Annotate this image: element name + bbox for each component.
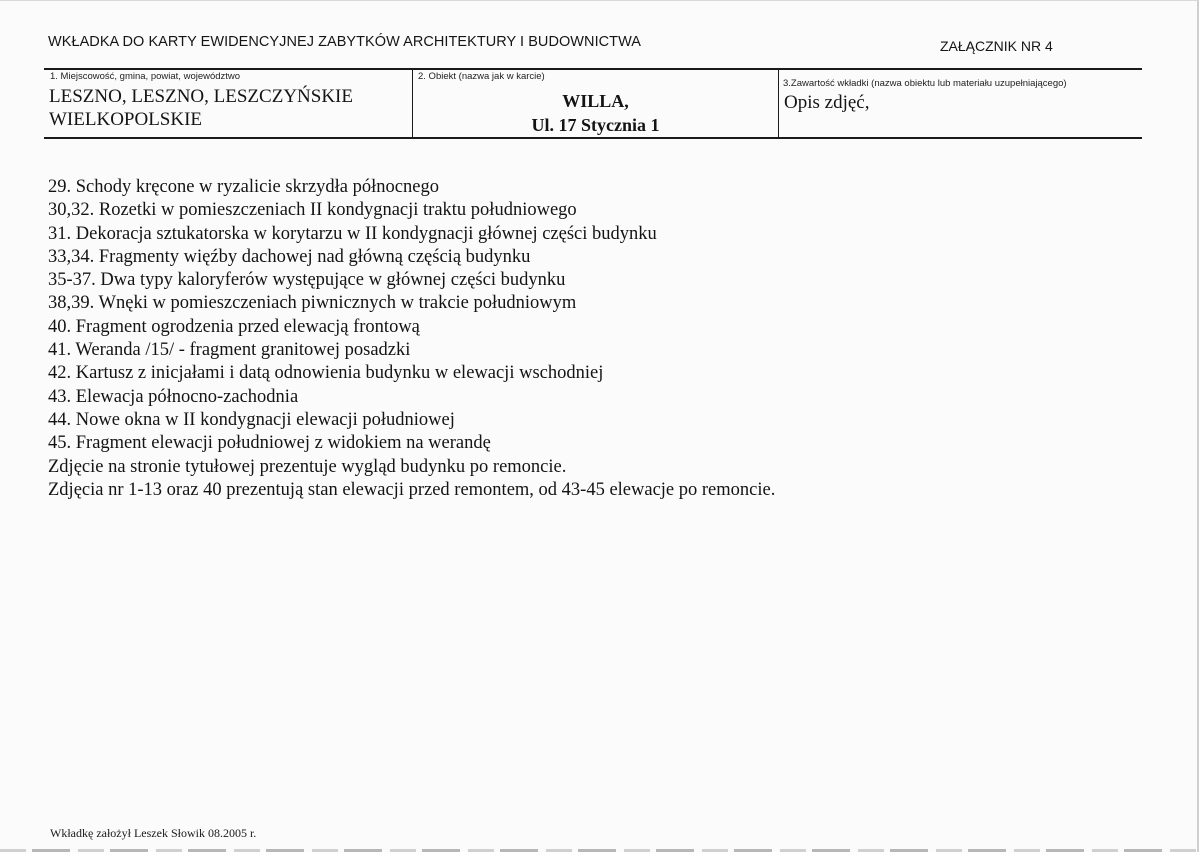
photo-description-list	[48, 176, 775, 502]
annex-number: ZAŁĄCZNIK NR 4	[940, 38, 1053, 54]
location-value-line1: LESZNO, LESZNO, LESZCZYŃSKIE	[49, 86, 353, 107]
description-line: 44. Nowe okna w II kondygnacji elewacji południowej	[48, 409, 455, 430]
object-cell	[412, 70, 778, 137]
location-cell	[44, 70, 412, 137]
contents-label: 3.Zawartość wkładki (nazwa obiektu lub materiału uzupełniającego)	[783, 78, 1067, 89]
object-value-line1: WILLA,	[562, 91, 629, 111]
description-line: 31. Dekoracja sztukatorska w korytarzu w II kondygnacji głównej części budynku	[48, 223, 657, 244]
record-header-table	[44, 68, 1142, 139]
author-note: Wkładkę założył Leszek Słowik 08.2005 r.	[50, 826, 257, 840]
description-line: 41. Weranda /15/ - fragment granitowej posadzki	[48, 340, 411, 361]
description-line: 42. Kartusz z inicjałami i datą odnowienia budynku w elewacji wschodniej	[48, 363, 604, 384]
description-line: Zdjęcie na stronie tytułowej prezentuje wygląd budynku po remoncie.	[48, 456, 567, 477]
location-label: 1. Miejscowość, gmina, powiat, województwo	[50, 71, 241, 82]
contents-value: Opis zdjęć,	[784, 92, 870, 113]
description-line: 38,39. Wnęki w pomieszczeniach piwnicznych w trakcie południowym	[48, 293, 577, 314]
location-value-line2: WIELKOPOLSKIE	[49, 109, 203, 130]
description-line: 43. Elewacja północno-zachodnia	[48, 386, 299, 407]
contents-cell	[778, 70, 1142, 137]
description-line: Zdjęcia nr 1-13 oraz 40 prezentują stan elewacji przed remontem, od 43-45 elewacje po remoncie.	[48, 479, 776, 500]
description-line: 29. Schody kręcone w ryzalicie skrzydła północnego	[48, 177, 439, 197]
description-line: 45. Fragment elewacji południowej z widokiem na werandę	[48, 433, 491, 454]
description-line: 35-37. Dwa typy kaloryferów występujące w głównej części budynku	[48, 270, 566, 291]
object-label: 2. Obiekt (nazwa jak w karcie)	[418, 71, 545, 82]
object-value-line2: Ul. 17 Stycznia 1	[531, 115, 660, 135]
description-line: 30,32. Rozetki w pomieszczeniach II kondygnacji traktu południowego	[48, 200, 577, 221]
description-line: 33,34. Fragmenty więźby dachowej nad główną częścią budynku	[48, 246, 531, 267]
document-title: WKŁADKA DO KARTY EWIDENCYJNEJ ZABYTKÓW ARCHITEKTURY I BUDOWNICTWA	[48, 34, 641, 50]
description-line: 40. Fragment ogrodzenia przed elewacją frontową	[48, 316, 420, 337]
